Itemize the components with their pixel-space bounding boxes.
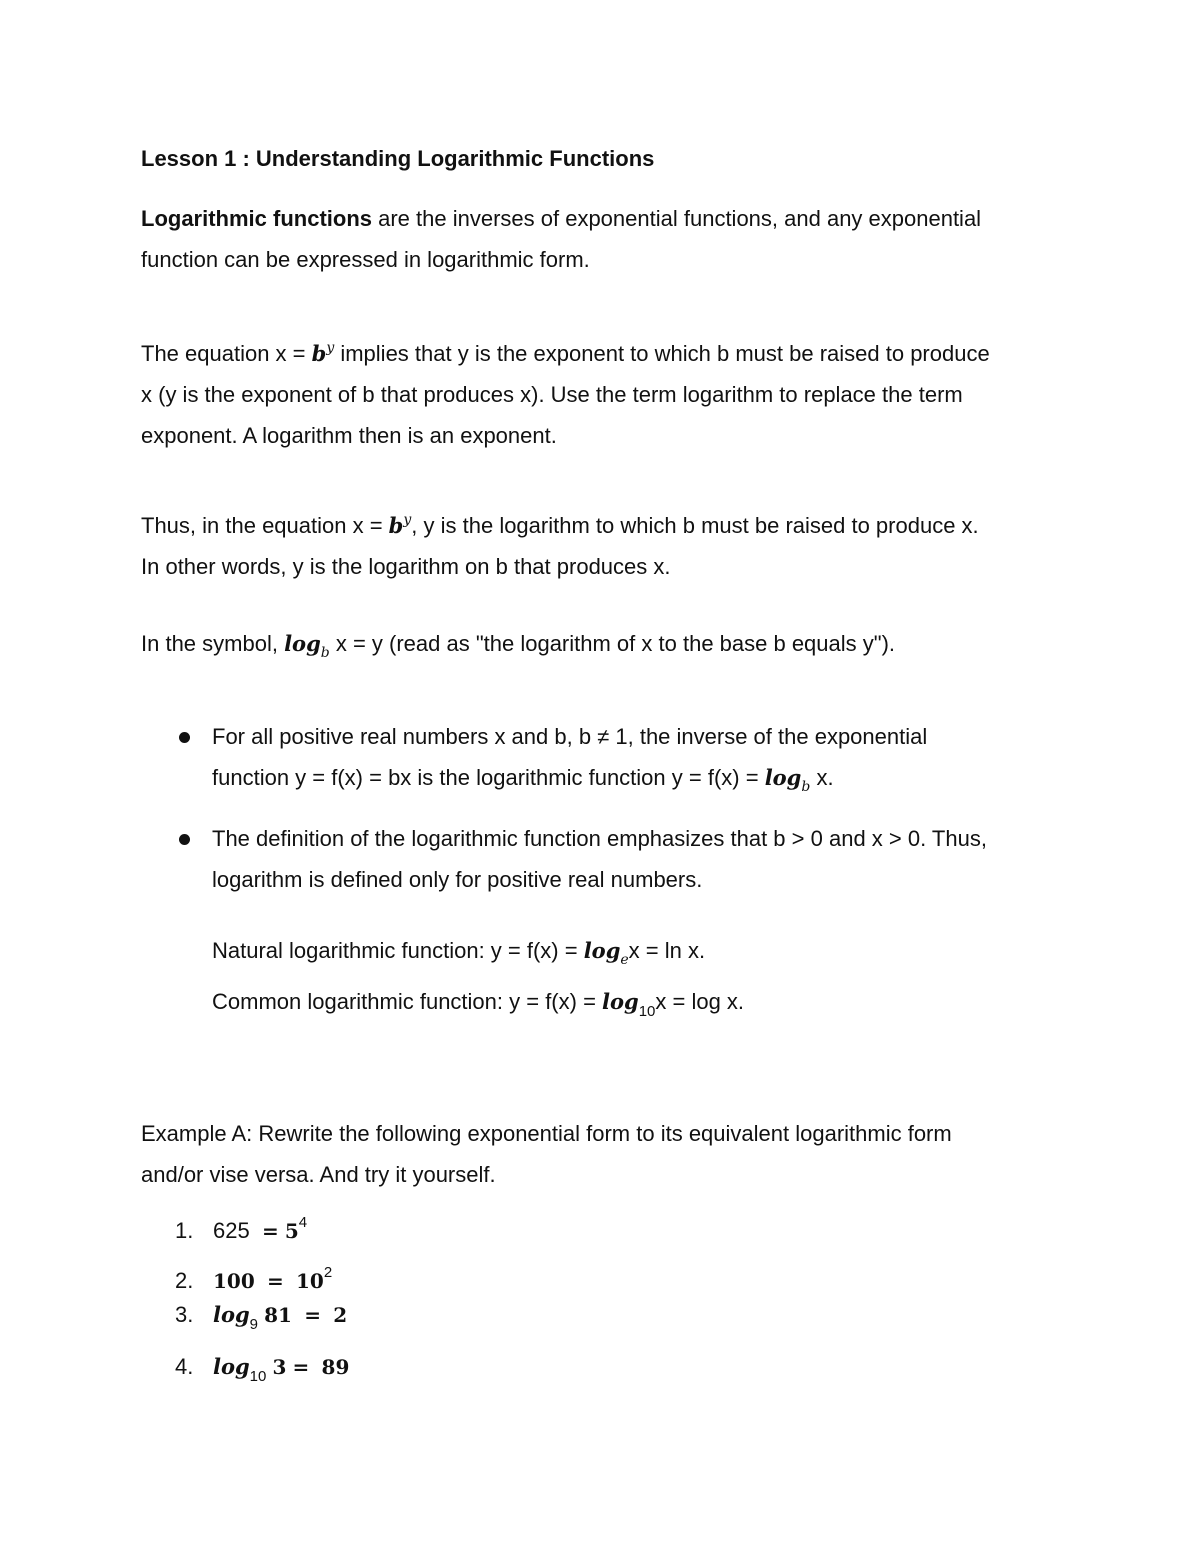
natural-log-line: Natural logarithmic function: $y = f(x) = \log_ex = \ln x$.: [212, 938, 706, 968]
math-b: b: [388, 513, 404, 538]
thus-paragraph: Thus, in the equation $x = b^y$, y is the logarithm to which b must be raised to produce x. In other words, y is the logarithm on b that produces x.: [141, 512, 979, 579]
equation-paragraph: The equation $x = b^y$ implies that y is the exponent to which b must be raised to produce x (y is the exponent of b that produces x). Use the term logarithm to replace the term exponent. A logarithm then is an exponent.: [141, 340, 990, 448]
example-item-4: 4. $\log_{10} 3 = 89$: [175, 1354, 350, 1385]
math-log: log: [583, 938, 621, 963]
example-heading: Example A: Rewrite the following exponential form to its equivalent logarithmic form and/or vise versa. And try it yourself.: [141, 1121, 952, 1187]
math-log: log: [764, 765, 802, 790]
key-term: Logarithmic functions: [141, 206, 372, 231]
bullet-dot-icon: [179, 732, 190, 743]
example-item-1: 1. $625 = 5^4$: [175, 1214, 308, 1243]
bullet-item: For all positive real numbers x and b, b ≠ 1, the inverse of the exponential function y = f(x) = bx is the logarithmic function $y = f(x) = \log_b x$.: [141, 716, 987, 808]
example-item-2: 2. $100 = 10^2$: [175, 1264, 333, 1293]
math-log: log: [602, 989, 639, 1014]
common-log-line: Common logarithmic function: $y = f(x) = \log_{10}x = \log x$.: [212, 989, 745, 1020]
math-base-10: 10: [638, 1003, 656, 1020]
math-base-b: b: [801, 779, 811, 795]
bullet-item: The definition of the logarithmic function emphasizes that b > 0 and x > 0. Thus, logarithm is defined only for positive real numbers.: [141, 818, 987, 900]
math-log: log: [284, 631, 321, 656]
symbol-paragraph: In the symbol, $\log_b x = y$ (read as "the logarithm of x to the base b equals y").: [141, 631, 896, 661]
math-base-b: b: [320, 645, 330, 661]
bullet-list: [141, 716, 987, 910]
math-exponent-y: y: [326, 340, 335, 356]
example-item-3: 3. $\log_9 81 = 2$: [175, 1302, 348, 1333]
lesson-title: Lesson 1 : Understanding Logarithmic Functions: [141, 146, 655, 171]
intro-paragraph: Logarithmic functions are the inverses of exponential functions, and any exponential function can be expressed in logarithmic form.: [141, 206, 982, 272]
math-b: b: [311, 341, 327, 366]
bullet-dot-icon: [179, 834, 190, 845]
math-exponent-y: y: [403, 512, 412, 528]
math-base-e: e: [620, 952, 629, 968]
